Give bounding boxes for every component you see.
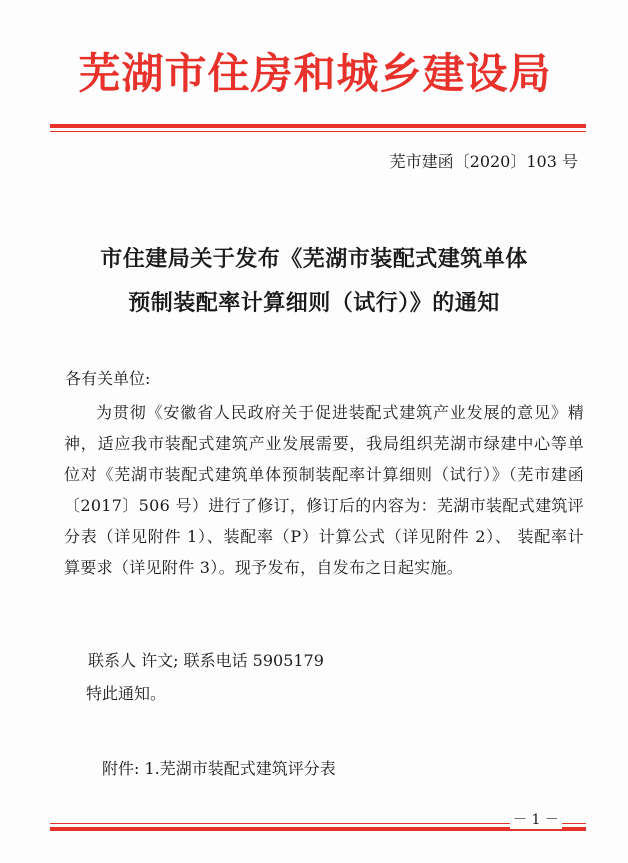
header-red-rule-thick bbox=[50, 124, 586, 128]
footer-red-rule-thick bbox=[50, 827, 586, 831]
header-red-rule-thin bbox=[50, 131, 586, 132]
attachment-list: 附件: 1.芜湖市装配式建筑评分表 bbox=[102, 759, 336, 778]
footer-red-rule-thin bbox=[50, 823, 586, 824]
page-number: － 1 － bbox=[510, 811, 562, 829]
document-number: 芜市建函〔2020〕103 号 bbox=[389, 152, 578, 171]
contact-info: 联系人 许文; 联系电话 5905179 bbox=[88, 651, 324, 670]
closing-line: 特此通知。 bbox=[86, 684, 167, 703]
document-title-line-2: 预制装配率计算细则（试行）》的通知 bbox=[128, 291, 500, 316]
document-title-line-1: 市住建局关于发布《芜湖市装配式建筑单体 bbox=[100, 247, 528, 272]
body-paragraph: 为贯彻《安徽省人民政府关于促进装配式建筑产业发展的意见》精神，适应我市装配式建筑产业发展需要，我局组织芜湖市绿建中心等单位对《芜湖市装配式建筑单体预制装配率计算细则（试行）》（芜市建函〔2017〕506 号）进行了修订，修订后的内容为：芜湖市装配式建筑评分表（详见附件 1）、装配率（P）计算公式（详见附件 2）、 装配率计算要求（详见附件 3）。现予发布，自发布之日起实施。 bbox=[64, 403, 584, 577]
salutation: 各有关单位: bbox=[65, 369, 151, 388]
issuer-header: 芜湖市住房和城乡建设局 bbox=[78, 49, 552, 98]
document-title bbox=[50, 238, 578, 326]
